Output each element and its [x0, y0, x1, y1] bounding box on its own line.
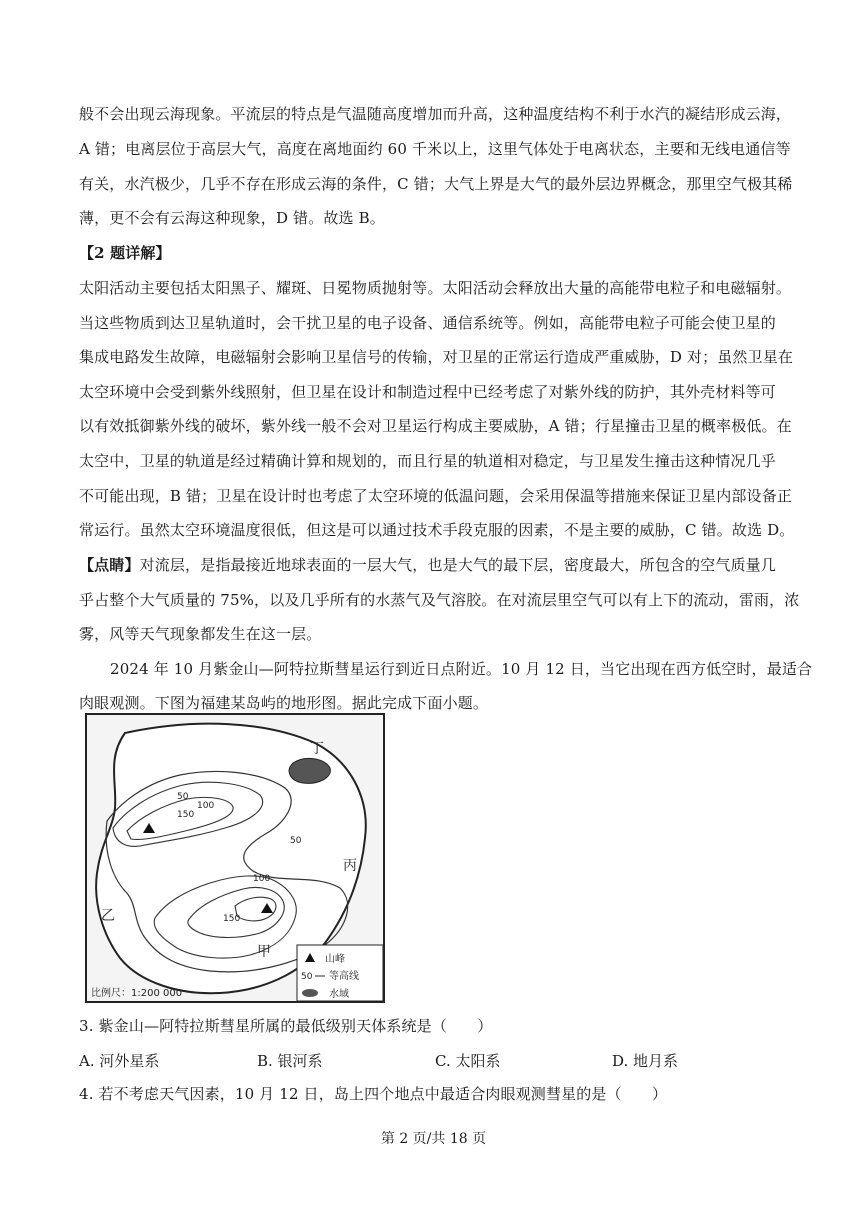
paragraph-line: [79, 555, 793, 575]
paragraph-line: 薄，更不会有云海这种现象，D 错。故选 B。: [79, 209, 385, 227]
paragraph-line: 以有效抵御紫外线的破坏，紫外线一般不会对卫星运行构成主要威胁，A 错；行星撞击卫星的概率极低。在: [79, 417, 792, 435]
option-b[interactable]: B. 银河系: [257, 1052, 323, 1070]
paragraph-line: A 错；电离层位于高层大气，高度在离地面约 60 千米以上，这里气体处于电离状态，主要和无线电通信等: [79, 140, 791, 158]
contour-label: 100: [197, 801, 215, 811]
island-map-svg: [85, 713, 385, 1003]
water-body: [289, 758, 330, 783]
contour-label: 150: [177, 810, 195, 820]
place-label-ding: 丁: [310, 741, 324, 757]
question-3-stem: 3. 紫金山—阿特拉斯彗星所属的最低级别天体系统是（ ）: [79, 1017, 493, 1035]
paragraph-line: 雾，风等天气现象都发生在这一层。: [79, 625, 322, 643]
option-a[interactable]: A. 河外星系: [79, 1052, 160, 1070]
map-legend: [297, 945, 383, 1001]
tip-text: 对流层，是指最接近地球表面的一层大气，也是大气的最下层，密度最大，所包含的空气质量几: [139, 556, 776, 574]
option-d[interactable]: D. 地月系: [612, 1052, 679, 1070]
question-3-options: [79, 1050, 793, 1072]
option-c[interactable]: C. 太阳系: [435, 1052, 501, 1070]
contour-label: 100: [253, 874, 271, 884]
question-intro: 肉眼观测。下图为福建某岛屿的地形图。据此完成下面小题。: [79, 694, 489, 712]
paragraph-line: 太空中，卫星的轨道是经过精确计算和规划的，而且行星的轨道相对稳定，与卫星发生撞击这种情况几乎: [79, 452, 776, 470]
place-label-jia: 甲: [257, 944, 271, 960]
question-intro: 2024 年 10 月紫金山—阿特拉斯彗星运行到近日点附近。10 月 12 日，当它出现在西方低空时，最适合: [110, 660, 813, 678]
contour-label: 50: [290, 836, 302, 846]
legend-water-icon: [302, 989, 318, 997]
paragraph-line: 太阳活动主要包括太阳黑子、耀斑、日冕物质抛射等。太阳活动会释放出大量的高能带电粒子和电磁辐射。: [79, 279, 792, 297]
question-4-stem: 4. 若不考虑天气因素，10 月 12 日，岛上四个地点中最适合肉眼观测彗星的是（ ）: [79, 1085, 668, 1103]
legend-contour-label: 等高线: [329, 971, 359, 982]
paragraph-line: 有关，水汽极少，几乎不存在形成云海的条件，C 错；大气上界是大气的最外层边界概念，那里空气极其稀: [79, 175, 793, 193]
legend-water-label: 水域: [329, 989, 349, 1000]
paragraph-line: 乎占整个大气质量的 75%，以及几乎所有的水蒸气及气溶胶。在对流层里空气可以有上下的流动，雷雨，浓: [79, 591, 800, 609]
paragraph-line: 太空环境中会受到紫外线照射，但卫星在设计和制造过程中已经考虑了对紫外线的防护，其外壳材料等可: [79, 383, 776, 401]
contour-label: 150: [223, 914, 241, 924]
map-scale: 比例尺：1:200 000: [91, 988, 183, 999]
page-footer: 第 2 页/共 18 页: [380, 1131, 487, 1147]
paragraph-line: 常运行。虽然太空环境温度很低，但这是可以通过技术手段克服的因素，不是主要的威胁，C 错。故选 D。: [79, 521, 795, 539]
legend-peak-label: 山峰: [325, 954, 345, 965]
tip-heading: 【点睛】: [79, 556, 140, 574]
place-label-yi: 乙: [101, 908, 115, 924]
island-topographic-map: [85, 713, 385, 1003]
section-heading: 【2 题详解】: [79, 244, 171, 262]
paragraph-line: 般不会出现云海现象。平流层的特点是气温随高度增加而升高，这种温度结构不利于水汽的凝结形成云海，: [79, 105, 792, 123]
paragraph-line: 当这些物质到达卫星轨道时，会干扰卫星的电子设备、通信系统等。例如，高能带电粒子可能会使卫星的: [79, 314, 776, 332]
legend-contour-value: 50: [301, 972, 313, 982]
contour-label: 50: [177, 792, 189, 802]
place-label-bing: 丙: [343, 858, 357, 874]
paragraph-line: 集成电路发生故障，电磁辐射会影响卫星信号的传输，对卫星的正常运行造成严重威胁，D 对；虽然卫星在: [79, 348, 793, 366]
paragraph-line: 不可能出现，B 错；卫星在设计时也考虑了太空环境的低温问题，会采用保温等措施来保证卫星内部设备正: [79, 487, 792, 505]
